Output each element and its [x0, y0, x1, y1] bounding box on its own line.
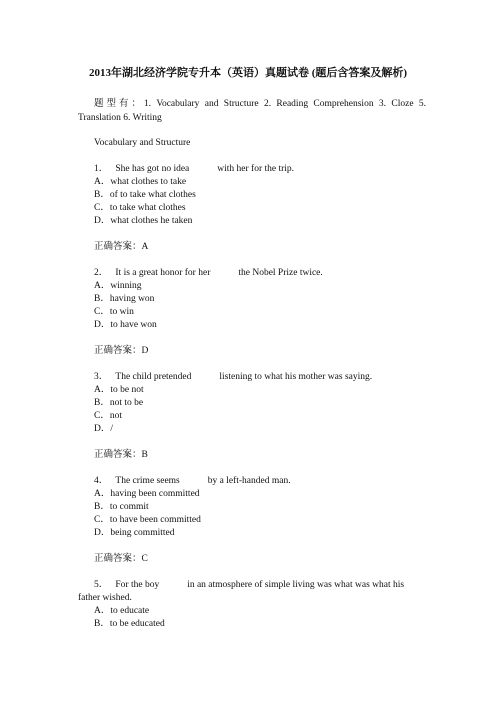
option-d: D．to have won: [94, 320, 157, 330]
option-b: B．of to take what clothes: [94, 190, 196, 200]
option-b: B．to commit: [94, 502, 149, 512]
correct-answer-3: 正确答案：B: [94, 450, 148, 460]
option-a: A．winning: [94, 281, 142, 291]
option-b: B．having won: [94, 294, 155, 304]
option-c: C．to take what clothes: [94, 203, 186, 213]
question-number: 5．: [94, 580, 109, 590]
option-b: B．to be educated: [94, 619, 165, 629]
question-1: [94, 163, 424, 228]
stem-before-blank: She has got no idea: [115, 164, 190, 174]
correct-answer-2: 正确答案：D: [94, 346, 149, 356]
question-3: [94, 371, 424, 436]
option-d: D．what clothes he taken: [94, 216, 193, 226]
question-stem: [94, 579, 430, 592]
stem-before-blank: The crime seems: [115, 476, 180, 486]
question-number: 4．: [94, 476, 109, 486]
option-c: C．to win: [94, 307, 134, 317]
option-d: D．being committed: [94, 528, 175, 538]
option-b: B．not to be: [94, 398, 144, 408]
stem-after-blank: listening to what his mother was saying.: [219, 372, 373, 382]
question-number: 3．: [94, 372, 109, 382]
correct-answer-1: 正确答案：A: [94, 242, 149, 252]
option-a: A．to educate: [94, 606, 150, 616]
stem-after-blank: by a left-handed man.: [207, 476, 291, 486]
stem-after-blank: the Nobel Prize twice.: [238, 268, 323, 278]
question-stem: [94, 371, 424, 384]
question-5: [78, 579, 430, 631]
document-title: 2013年湖北经济学院专升本（英语）真题试卷 (题后含答案及解析): [88, 67, 408, 79]
question-4: [94, 475, 424, 540]
stem-before-blank: The child pretended: [115, 372, 192, 382]
question-number: 2．: [94, 268, 109, 278]
stem-after-blank: in an atmosphere of simple living was what was what his: [187, 580, 405, 590]
question-number: 1．: [94, 164, 109, 174]
correct-answer-4: 正确答案：C: [94, 554, 148, 564]
option-a: A．to be not: [94, 385, 144, 395]
question-stem: [94, 475, 424, 488]
stem-before-blank: For the boy: [115, 580, 160, 590]
stem-before-blank: It is a great honor for her: [115, 268, 211, 278]
option-d: D．/: [94, 424, 114, 434]
section-heading: Vocabulary and Structure: [94, 138, 191, 148]
option-c: C．to have been committed: [94, 515, 201, 525]
option-c: C．not: [94, 411, 122, 421]
option-a: A．having been committed: [94, 489, 200, 499]
question-types-intro: 题型有：1. Vocabulary and Structure 2. Reading Comprehension 3. Cloze 5. Translation 6. Writing: [78, 99, 426, 123]
question-stem: [94, 267, 424, 280]
question-2: [94, 267, 424, 332]
stem-after-blank: with her for the trip.: [217, 164, 295, 174]
stem-continuation: father wished.: [78, 593, 132, 603]
option-a: A．what clothes to take: [94, 177, 187, 187]
question-stem: [94, 163, 424, 176]
